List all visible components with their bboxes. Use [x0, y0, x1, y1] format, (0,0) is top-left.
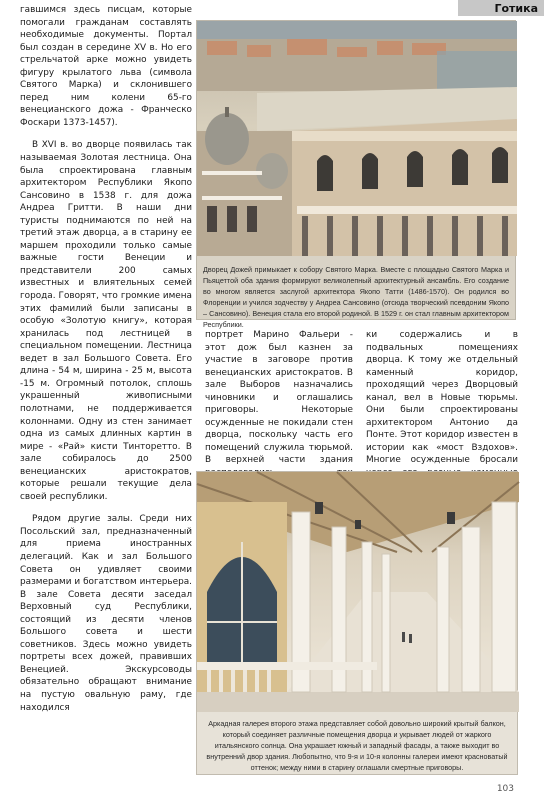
arcade-gallery-image — [197, 472, 517, 712]
paragraph: В XVI в. во дворце появилась так называемая Золотая лестница. Она была спроектирована главным архитектором Республики Якопо Сансовино в 1538 г. для дожа Андреа Гритти. В наши дни туристы поднимаются по ней на третий этаж дворца, а в старину ее маршем проходили только самые важные гости Венеции и представители 200 самых известных и влиятельных семей города. Говорят, что громкие имена этих фамилий были записаны в особую «Золотую книгу», которая хранилась под лестницей в специальном помещении. Лестница ведет в зал Большого Совета. Его длина - 54 м, ширина - 25 м, высота -15 м. Огромный потолок, сплошь украшенный живописными полотнами, не поддерживается колоннами. Одну из стен занимает одна из самых длинных картин в мире - «Рай» кисти Тинторетто. В зале собиралось до 2500 венецианских аристократов, которые решали текущие дела своей республики. — [20, 140, 192, 502]
left-text-column — [20, 4, 192, 724]
section-tab — [458, 0, 544, 16]
section-title: Готика — [494, 1, 538, 15]
paragraph: ки содержались и в подвальных помещениях дворца. К тому же отдельный каменный коридор, проходящий через Дворцовый канал, вел в Новые тюрьмы. Они были спроектированы архитектором Антонио да Понте. Этот коридор известен в истории как «мост Вздохов». Многие осужденные бросали — [366, 330, 518, 466]
photo-caption-top: Дворец Дожей примыкает к собору Святого Марка. Вместе с площадью Святого Марка и Пьяцеттой оба здания формируют великолепный архитектурный ансамбль. Его создание во многом является заслугой архитектора Якопо Татти (1486-1570). Он родился во Флоренции и учился зодчеству у Андреа Сансовино (отсюда творческий псевдоним Якопо – Сансовино). Венеция стала его второй родиной. В 1529 г. он стал главным архитектором Республики. — [203, 265, 509, 329]
paragraph: гавшимся здесь писцам, которые помогали гражданам составлять необходимые документы. Портал был создан в середине XV в. Но его стрельчатой арке можно увидеть фигуру крылатого льва (символа Святого Марка) и склонившего перед ним колени 65-го венецианского дожа - Франческо Фоскари 1373-1457). — [20, 5, 192, 128]
doges-palace-image — [197, 21, 515, 256]
paragraph: Рядом другие залы. Среди них Посольский зал, предназначенный для приема иностранных делегаций. Как и зал Большого Совета он удивляет своими размерами и богатством интерьера. В зале Совета десяти заседал Верховный суд Республики, состоящий из десяти членов Большого совета и шести советников. Здесь можно увидеть портреты всех дожей, правивших Венецией. Экскурсоводы обязательно обращают внимание на пустую овальную раму, где находился — [20, 514, 192, 713]
arcade-gallery-photo — [196, 471, 518, 775]
paragraph: портрет Марино Фальери - этот дож был казнен за участие в заговоре против венецианских аристократов. В зале Выборов назначались чиновники и оглашались приговоры. Некоторые осужденные не покидали стен дворца, поскольку часть его помещений служила тюрьмой. В верхней части здания — [205, 330, 353, 466]
doges-palace-photo — [196, 20, 516, 329]
photo-caption-bottom: Аркадная галерея второго этажа представляет собой довольно широкий крытый балкон, который соединяет различные помещения дворца и укрывает людей от жаркого итальянского солнца. Она украшает южный и западный фасады, а также выходит во внутренний двор здания. Любопытно, что 9-я и 10-я колонны галереи имеют красноватый оттенок; между ними в старину оглашали смертные приговоры. — [206, 719, 508, 772]
arcade-gallery-illustration — [197, 472, 519, 712]
page-number: 103 — [496, 784, 514, 794]
doges-palace-illustration — [197, 21, 517, 256]
